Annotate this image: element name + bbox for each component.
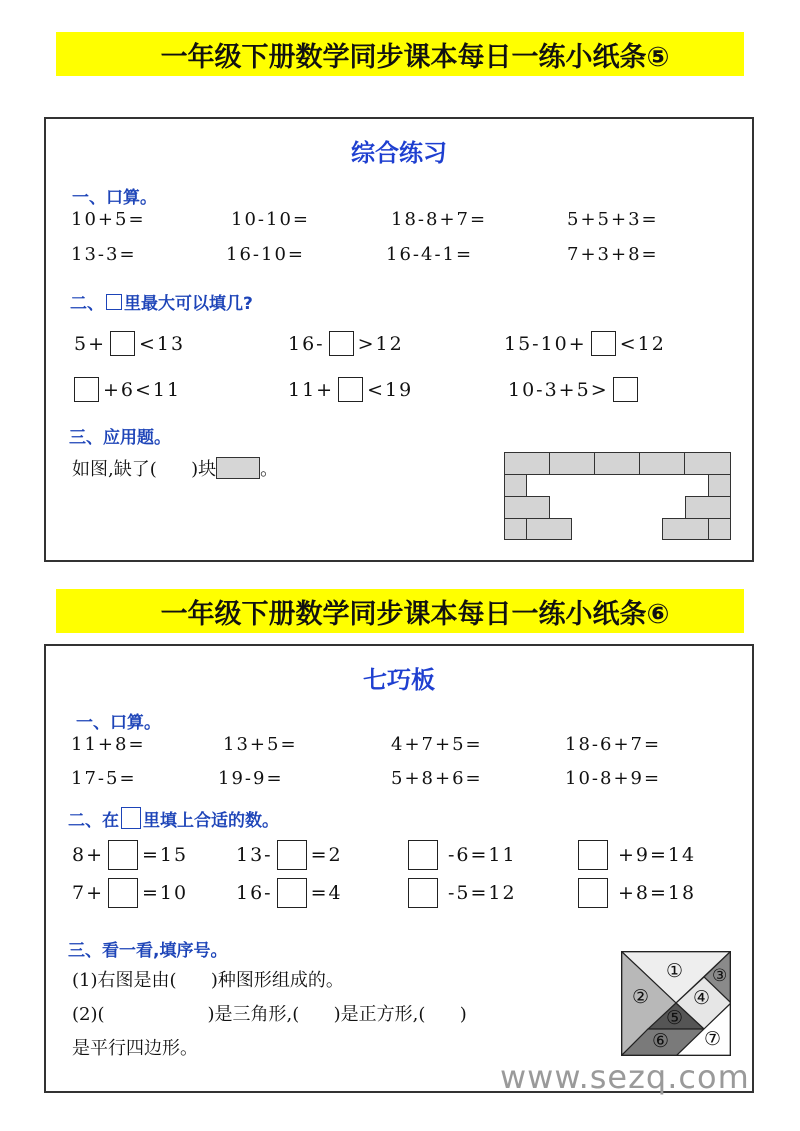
sheet6-expr-1: 11+8= xyxy=(71,734,146,755)
answer-box[interactable] xyxy=(613,377,638,402)
question-end: 。 xyxy=(260,459,279,480)
sheet5-section2-suffix: 里最大可以填几? xyxy=(124,294,253,314)
answer-box[interactable] xyxy=(408,840,438,870)
tangram-label-1: ① xyxy=(666,960,684,982)
tangram-label-5: ⑤ xyxy=(666,1007,684,1029)
sheet5-ineq-6 xyxy=(508,377,642,402)
ineq-left: 16- xyxy=(288,332,325,355)
eq-right: +8=18 xyxy=(618,882,697,904)
eq-left: 8+ xyxy=(72,844,105,866)
answer-box[interactable] xyxy=(110,331,135,356)
ineq-right: <19 xyxy=(367,378,414,401)
sheet6-eq-4 xyxy=(578,840,696,870)
sheet6-section3-heading: 三、看一看,填序号。 xyxy=(68,941,228,961)
tangram-label-2: ② xyxy=(632,986,650,1008)
sheet6-expr-5: 17-5= xyxy=(71,768,137,789)
sheet5-expr-3: 18-8+7= xyxy=(391,209,488,230)
eq-right: =15 xyxy=(142,844,189,866)
sheet5-ineq-3 xyxy=(504,331,666,356)
sheet6-question-2: (2)( )是三角形,( )是正方形,( ) xyxy=(72,1004,467,1025)
sheet5-ineq-5 xyxy=(288,377,413,402)
sheet5-expr-1: 10+5= xyxy=(71,209,146,230)
sheet6-eq-5 xyxy=(72,878,188,908)
watermark: www.sezq.com xyxy=(500,1058,750,1096)
answer-box[interactable] xyxy=(578,878,608,908)
blank-square-icon xyxy=(106,294,122,310)
eq-right: =4 xyxy=(310,882,343,904)
ineq-right: <12 xyxy=(619,332,666,355)
sheet5-section2-prefix: 二、 xyxy=(70,294,104,314)
tangram-label-7: ⑦ xyxy=(704,1028,722,1050)
eq-right: =10 xyxy=(142,882,189,904)
sheet6-eq-1 xyxy=(72,840,188,870)
answer-box[interactable] xyxy=(108,840,138,870)
ineq-left: 10-3+5> xyxy=(508,378,609,401)
blank-square-icon xyxy=(121,807,141,829)
brick-wall-figure xyxy=(504,452,731,540)
sheet5-section3-heading: 三、应用题。 xyxy=(69,428,171,448)
sheet5-ineq-2 xyxy=(288,331,404,356)
eq-left: 16- xyxy=(236,882,273,904)
ineq-left: 15-10+ xyxy=(504,332,587,355)
eq-right: +9=14 xyxy=(618,844,697,866)
sheet6-expr-6: 19-9= xyxy=(218,768,284,789)
sheet6-expr-3: 4+7+5= xyxy=(391,734,483,755)
sheet5-expr-5: 13-3= xyxy=(71,244,137,265)
sheet6-expr-4: 18-6+7= xyxy=(565,734,662,755)
eq-left: 7+ xyxy=(72,882,105,904)
sheet5-expr-2: 10-10= xyxy=(231,209,310,230)
sheet6-title: 七巧板 xyxy=(363,666,435,694)
sheet6-section2-heading xyxy=(68,806,279,831)
sheet5-title: 综合练习 xyxy=(351,139,447,167)
sheet6-eq-6 xyxy=(236,878,343,908)
sheet6-eq-2 xyxy=(236,840,343,870)
sheet5-question xyxy=(72,455,278,481)
sheet6-banner xyxy=(56,589,744,633)
sheet5-banner xyxy=(56,32,744,76)
answer-box[interactable] xyxy=(108,878,138,908)
sheet6-banner-title: 一年级下册数学同步课本每日一练小纸条⑥ xyxy=(160,598,670,630)
eq-right: -5=12 xyxy=(448,882,517,904)
answer-box[interactable] xyxy=(74,377,99,402)
sheet6-expr-8: 10-8+9= xyxy=(565,768,662,789)
sheet6-question-3: 是平行四边形。 xyxy=(72,1038,198,1059)
sheet5-expr-6: 16-10= xyxy=(226,244,305,265)
sheet6-section1-heading: 一、口算。 xyxy=(76,713,161,733)
eq-right: =2 xyxy=(310,844,343,866)
sheet5-ineq-4 xyxy=(74,377,181,402)
ineq-right: <13 xyxy=(139,332,186,355)
ineq-left: 5+ xyxy=(74,332,107,355)
sheet6-eq-3 xyxy=(408,840,517,870)
sheet6-expr-7: 5+8+6= xyxy=(391,768,483,789)
brick-icon xyxy=(216,457,260,479)
answer-box[interactable] xyxy=(338,377,363,402)
sheet5-ineq-1 xyxy=(74,331,185,356)
answer-box[interactable] xyxy=(578,840,608,870)
answer-box[interactable] xyxy=(329,331,354,356)
ineq-right: >12 xyxy=(357,332,404,355)
sheet5-expr-4: 5+5+3= xyxy=(567,209,659,230)
sheet5-expr-8: 7+3+8= xyxy=(567,244,659,265)
tangram-label-4: ④ xyxy=(693,987,711,1009)
answer-box[interactable] xyxy=(591,331,616,356)
ineq-left: 11+ xyxy=(288,378,335,401)
sheet5-section1-heading: 一、口算。 xyxy=(72,188,157,208)
sheet5-expr-7: 16-4-1= xyxy=(386,244,474,265)
sheet5-banner-title: 一年级下册数学同步课本每日一练小纸条⑤ xyxy=(160,41,670,73)
answer-box[interactable] xyxy=(408,878,438,908)
sheet5-section2-heading xyxy=(70,289,253,314)
eq-right: -6=11 xyxy=(448,844,517,866)
eq-left: 13- xyxy=(236,844,273,866)
answer-box[interactable] xyxy=(277,840,307,870)
sheet6-eq-7 xyxy=(408,878,517,908)
sheet6-eq-8 xyxy=(578,878,696,908)
tangram-label-3: ③ xyxy=(712,966,728,986)
ineq-right: +6<11 xyxy=(103,378,182,401)
question-text: 如图,缺了( )块 xyxy=(72,459,217,480)
sheet6-expr-2: 13+5= xyxy=(223,734,298,755)
sheet6-section2-suffix: 里填上合适的数。 xyxy=(143,811,279,831)
sheet6-question-1: (1)右图是由( )种图形组成的。 xyxy=(72,970,344,991)
answer-box[interactable] xyxy=(277,878,307,908)
tangram-label-6: ⑥ xyxy=(652,1030,670,1052)
sheet6-section2-prefix: 二、在 xyxy=(68,811,119,831)
